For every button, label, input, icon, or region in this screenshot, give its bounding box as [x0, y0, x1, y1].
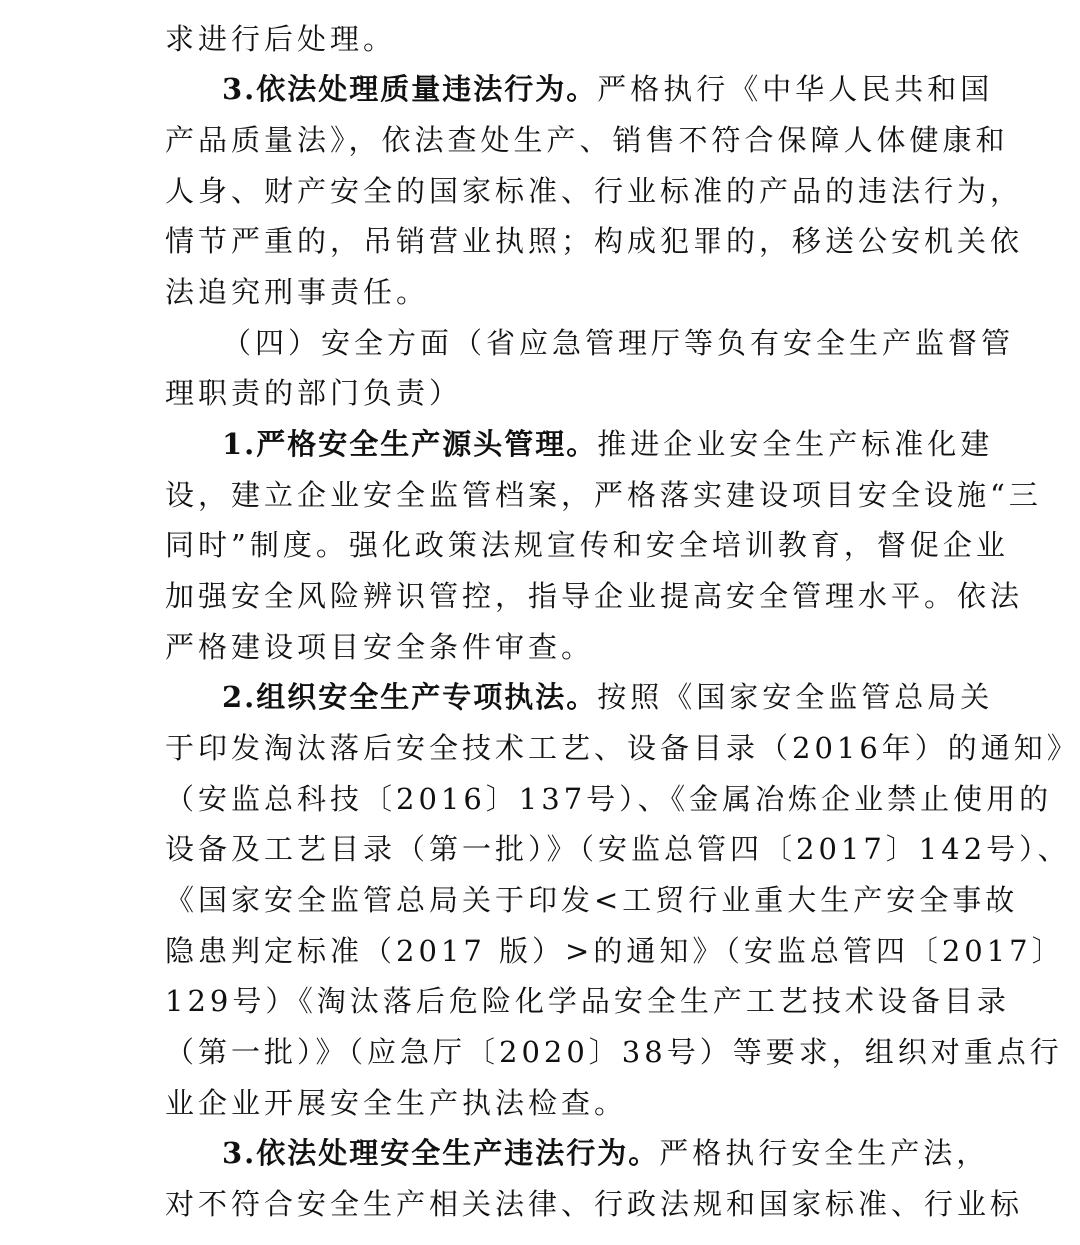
- line-text: （第一批）》（应急厅〔2020〕38号）等要求，组织对重点行: [165, 1035, 1063, 1069]
- line-text: （安监总科技〔2016〕137号）、《金属冶炼企业禁止使用的: [165, 782, 1053, 816]
- text-line: [165, 14, 915, 64]
- text-line: [222, 1128, 990, 1178]
- text-line: [222, 672, 994, 722]
- text-line: [165, 875, 1019, 925]
- line-text: 推进企业安全生产标准化建: [597, 427, 994, 461]
- text-line: [165, 520, 1009, 570]
- line-text: 严格执行安全生产法，: [659, 1136, 990, 1170]
- text-line: [165, 723, 1080, 773]
- text-line: [165, 1179, 1024, 1229]
- line-text: 严格建设项目安全条件审查。: [165, 630, 595, 664]
- line-text: 隐患判定标准（2017 版）>的通知》（安监总管四〔2017〕: [165, 934, 1065, 968]
- text-line: [222, 419, 994, 469]
- text-line: [165, 115, 1009, 165]
- text-line: [165, 267, 915, 317]
- line-text: 法追究刑事责任。: [165, 275, 430, 309]
- text-line: [165, 166, 1024, 216]
- text-line: [165, 976, 1010, 1026]
- text-line: [165, 622, 915, 672]
- text-line: [165, 774, 1053, 824]
- text-line: [222, 64, 994, 114]
- line-text: 129号）《淘汰落后危险化学品安全生产工艺技术设备目录: [165, 984, 1010, 1018]
- line-text: 严格执行《中华人民共和国: [597, 72, 994, 106]
- line-text: 《国家安全监管总局关于印发<工贸行业重大生产安全事故: [165, 883, 1019, 917]
- line-text: 设备及工艺目录（第一批）》（安监总管四〔2017〕142号）、: [165, 832, 1071, 866]
- line-text: 于印发淘汰落后安全技术工艺、设备目录（2016年）的通知》: [165, 731, 1080, 765]
- text-line: [165, 1078, 915, 1128]
- line-text: 业企业开展安全生产执法检查。: [165, 1086, 628, 1120]
- section-heading-line: [165, 368, 915, 418]
- line-text: 人身、财产安全的国家标准、行业标准的产品的违法行为，: [165, 174, 1024, 208]
- line-text: 同时”制度。强化政策法规宣传和安全培训教育，督促企业: [165, 528, 1009, 562]
- paragraph-heading: 3.依法处理安全生产违法行为。: [222, 1136, 660, 1170]
- section-heading: （四）安全方面（省应急管理厅等负有安全生产监督管: [222, 326, 1015, 360]
- line-text: 求进行后处理。: [165, 22, 397, 56]
- line-text: 情节严重的，吊销营业执照；构成犯罪的，移送公安机关依: [165, 224, 1024, 258]
- section-heading: 理职责的部门负责）: [165, 376, 463, 410]
- paragraph-heading: 2.组织安全生产专项执法。: [222, 680, 598, 714]
- section-heading-line: [222, 318, 1015, 368]
- line-text: 产品质量法》，依法查处生产、销售不符合保障人体健康和: [165, 123, 1009, 157]
- text-line: [165, 571, 1024, 621]
- line-text: 加强安全风险辨识管控，指导企业提高安全管理水平。依法: [165, 579, 1024, 613]
- line-text: 设，建立企业安全监管档案，严格落实建设项目安全设施“三: [165, 478, 1042, 512]
- line-text: 对不符合安全生产相关法律、行政法规和国家标准、行业标: [165, 1187, 1024, 1221]
- paragraph-heading: 1.严格安全生产源头管理。: [222, 427, 598, 461]
- text-line: [165, 926, 1065, 976]
- text-line: [165, 470, 1042, 520]
- text-line: [165, 216, 1024, 266]
- text-line: [165, 824, 1071, 874]
- text-line: [165, 1027, 1063, 1077]
- line-text: 按照《国家安全监管总局关: [597, 680, 994, 714]
- paragraph-heading: 3.依法处理质量违法行为。: [222, 72, 598, 106]
